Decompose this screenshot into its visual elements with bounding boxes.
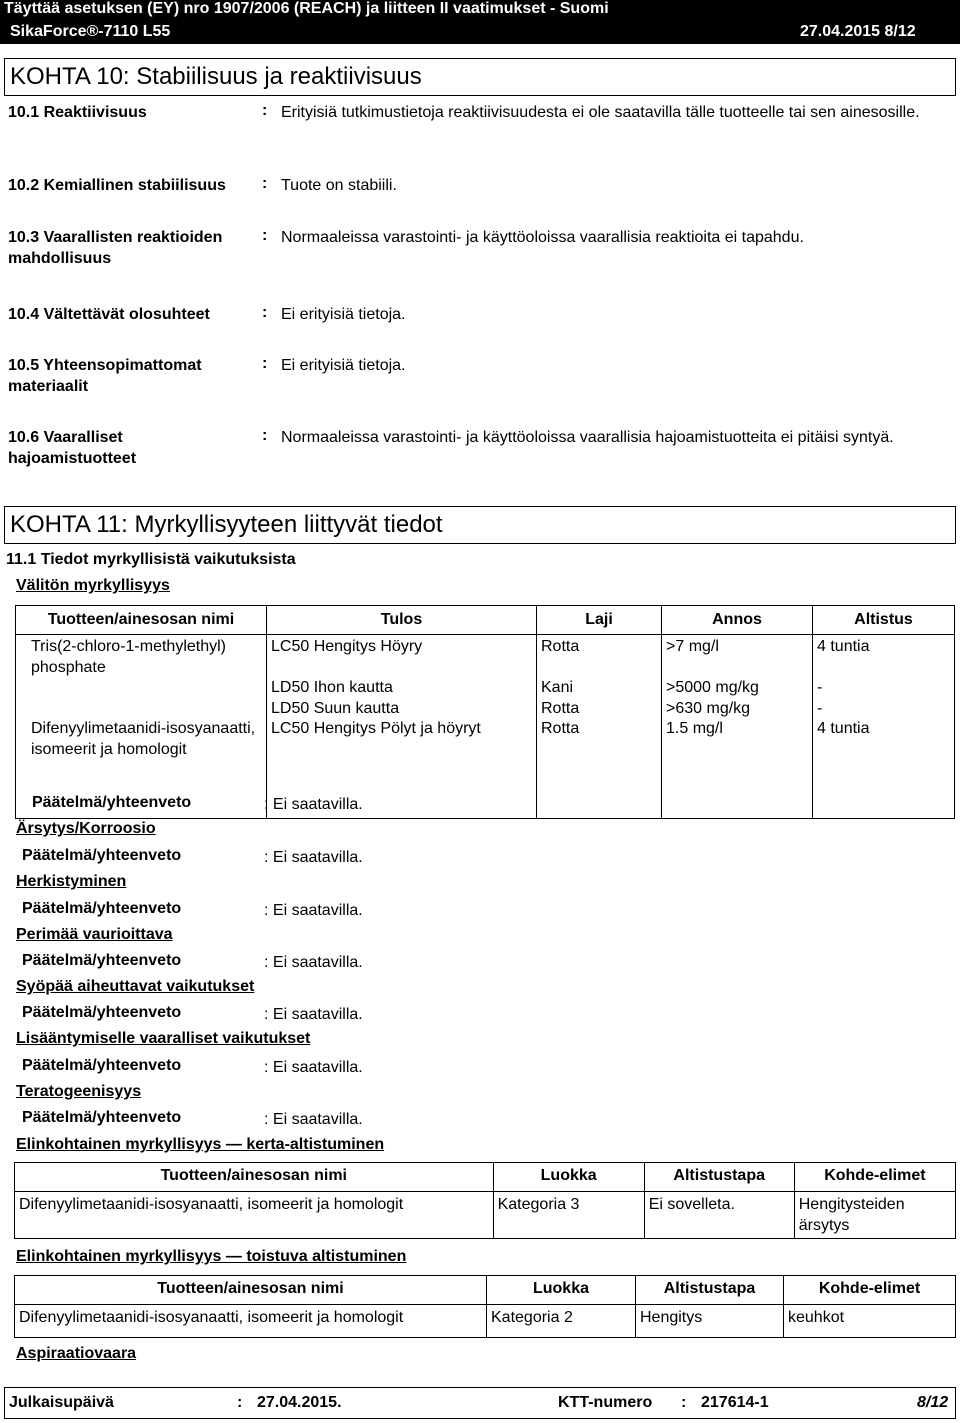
product-name: SikaForce®-7110 L55 (10, 23, 171, 40)
footer-ktt-label: KTT-numero (558, 1394, 653, 1411)
reproductive-heading: Lisääntymiselle vaaralliset vaikutukset (16, 1030, 311, 1047)
dose-value: >7 mg/l (666, 638, 719, 655)
row-10-6-label: 10.6 Vaaralliset hajoamistuotteet (8, 429, 137, 467)
row-10-3-value: Normaaleissa varastointi- ja käyttöoloissa vaarallisia reaktioita ei tapahdu. (281, 229, 804, 246)
row-10-3-label: 10.3 Vaarallisten reaktioiden mahdollisuus (8, 229, 223, 267)
dose-value: 1.5 mg/l (666, 720, 723, 738)
stot-col-route: Altistustapa (636, 1276, 784, 1305)
result-value: LD50 Suun kautta (271, 699, 400, 717)
species-value: Rotta (541, 699, 580, 717)
dose-value: >630 mg/kg (666, 699, 751, 717)
acute-table-header-row (16, 606, 955, 635)
stot-repeated-heading: Elinkohtainen myrkyllisyys — toistuva altistuminen (16, 1248, 407, 1265)
document-footer (4, 1387, 956, 1419)
species-value: Rotta (541, 720, 580, 738)
conclusion-label: Päätelmä/yhteenveto (22, 952, 182, 969)
acute-col-result: Tulos (267, 606, 537, 635)
row-10-6-colon: : (262, 427, 268, 444)
row-10-4-value: Ei erityisiä tietoja. (281, 306, 406, 323)
exposure-value: 4 tuntia (817, 638, 870, 655)
conclusion-label: Päätelmä/yhteenveto (22, 847, 182, 864)
exposure-value: - (817, 679, 823, 696)
conclusion-value: : Ei saatavilla. (264, 954, 363, 971)
dose-value: >5000 mg/kg (666, 679, 759, 696)
stot-col-category: Luokka (493, 1163, 644, 1192)
stot-cell-category: Kategoria 3 (493, 1192, 644, 1239)
conclusion-label: Päätelmä/yhteenveto (22, 1109, 182, 1126)
footer-page: 8/12 (917, 1394, 949, 1411)
section-11-1-subtitle: 11.1 Tiedot myrkyllisistä vaikutuksista (6, 551, 296, 568)
stot-single-header-row (15, 1163, 956, 1192)
section-11-title-box (4, 506, 956, 544)
row-10-1-value: Erityisiä tutkimustietoja reaktiivisuudesta ei ole saatavilla tälle tuotteelle tai sen ainesosille. (281, 104, 920, 121)
carcinogenicity-heading: Syöpää aiheuttavat vaikutukset (16, 978, 255, 995)
row-10-5-label: 10.5 Yhteensopimattomat materiaalit (8, 357, 202, 395)
irritation-heading: Ärsytys/Korroosio (16, 820, 156, 837)
stot-repeated-header-row (15, 1276, 956, 1305)
section-11-title: KOHTA 11: Myrkyllisyyteen liittyvät tiedot (10, 511, 443, 538)
acute-cell-doses (662, 635, 813, 819)
footer-date-value: 27.04.2015. (257, 1394, 342, 1411)
acute-cell-results (267, 635, 537, 819)
row-10-5-value: Ei erityisiä tietoja. (281, 357, 406, 374)
acute-toxicity-table (15, 605, 955, 819)
conclusion-value: : Ei saatavilla. (264, 1059, 363, 1076)
stot-col-category: Luokka (487, 1276, 636, 1305)
stot-col-name: Tuotteen/ainesosan nimi (15, 1163, 494, 1192)
footer-date-label: Julkaisupäivä (9, 1394, 114, 1411)
sensitization-heading: Herkistyminen (16, 873, 127, 890)
conclusion-label: Päätelmä/yhteenveto (32, 794, 192, 811)
row-10-2-value: Tuote on stabiili. (281, 177, 397, 194)
mutagenicity-heading: Perimää vaurioittava (16, 926, 173, 943)
footer-ktt-value: 217614-1 (701, 1394, 769, 1411)
stot-col-organs: Kohde-elimet (794, 1163, 955, 1192)
document-header (0, 0, 960, 44)
row-10-6-value: Normaaleissa varastointi- ja käyttöoloissa vaarallisia hajoamistuotteita ei pitäisi syntyä. (281, 429, 894, 446)
conclusion-value: : Ei saatavilla. (264, 796, 363, 813)
stot-cell-category: Kategoria 2 (487, 1305, 636, 1338)
conclusion-label: Päätelmä/yhteenveto (22, 900, 182, 917)
acute-cell-exposures (813, 635, 955, 819)
stot-single-heading: Elinkohtainen myrkyllisyys — kerta-altistuminen (16, 1136, 385, 1153)
result-value: LC50 Hengitys Pölyt ja höyryt (271, 720, 481, 738)
row-10-1-label: 10.1 Reaktiivisuus (8, 104, 147, 121)
stot-cell-route: Hengitys (636, 1305, 784, 1338)
aspiration-heading: Aspiraatiovaara (16, 1345, 137, 1362)
stot-cell-route: Ei sovelleta. (644, 1192, 794, 1239)
row-10-3-colon: : (262, 227, 268, 244)
acute-col-dose: Annos (662, 606, 813, 635)
substance-name: Difenyylimetaanidi-isosyanaatti, isomeerit ja homologit (31, 720, 256, 758)
section-10-title-box (4, 58, 956, 96)
conclusion-value: : Ei saatavilla. (264, 849, 363, 866)
conclusion-value: : Ei saatavilla. (264, 902, 363, 919)
acute-col-exposure: Altistus (813, 606, 955, 635)
row-10-2-colon: : (262, 175, 268, 192)
stot-cell-organs: Hengitysteiden ärsytys (794, 1192, 955, 1239)
acute-cell-names (16, 635, 267, 819)
acute-cell-species (537, 635, 662, 819)
conclusion-label: Päätelmä/yhteenveto (22, 1057, 182, 1074)
acute-col-name: Tuotteen/ainesosan nimi (16, 606, 267, 635)
acute-toxicity-heading: Välitön myrkyllisyys (16, 577, 170, 594)
row-10-4-colon: : (262, 304, 268, 321)
row-10-1-colon: : (262, 102, 268, 119)
acute-table-body-row (16, 635, 955, 819)
result-value: LD50 Ihon kautta (271, 679, 393, 696)
acute-col-species: Laji (537, 606, 662, 635)
stot-cell-name: Difenyylimetaanidi-isosyanaatti, isomeerit ja homologit (15, 1305, 487, 1338)
row-10-4-label: 10.4 Vältettävät olosuhteet (8, 306, 210, 323)
stot-repeated-row (15, 1305, 956, 1338)
stot-col-route: Altistustapa (644, 1163, 794, 1192)
stot-single-row (15, 1192, 956, 1239)
species-value: Rotta (541, 638, 580, 655)
stot-cell-organs: keuhkot (784, 1305, 956, 1338)
result-value: LC50 Hengitys Höyry (271, 638, 423, 655)
header-date-page: 27.04.2015 8/12 (800, 23, 916, 40)
conclusion-value: : Ei saatavilla. (264, 1111, 363, 1128)
row-10-5-colon: : (262, 355, 268, 372)
stot-cell-name: Difenyylimetaanidi-isosyanaatti, isomeerit ja homologit (15, 1192, 494, 1239)
species-value: Kani (541, 679, 574, 696)
stot-col-organs: Kohde-elimet (784, 1276, 956, 1305)
conclusion-value: : Ei saatavilla. (264, 1006, 363, 1023)
exposure-value: - (817, 699, 823, 717)
stot-col-name: Tuotteen/ainesosan nimi (15, 1276, 487, 1305)
footer-colon: : (681, 1394, 687, 1411)
stot-single-table (14, 1162, 956, 1239)
section-10-title: KOHTA 10: Stabiilisuus ja reaktiivisuus (10, 63, 422, 90)
substance-name: Tris(2-chloro-1-methylethyl) phosphate (31, 638, 226, 676)
row-10-2-label: 10.2 Kemiallinen stabiilisuus (8, 177, 226, 194)
exposure-value: 4 tuntia (817, 720, 870, 738)
conclusion-label: Päätelmä/yhteenveto (22, 1004, 182, 1021)
footer-colon: : (237, 1394, 243, 1411)
stot-repeated-table (14, 1275, 956, 1338)
teratogenicity-heading: Teratogeenisyys (16, 1083, 142, 1100)
regulation-line: Täyttää asetuksen (EY) nro 1907/2006 (REACH) ja liitteen II vaatimukset - Suomi (4, 0, 609, 17)
